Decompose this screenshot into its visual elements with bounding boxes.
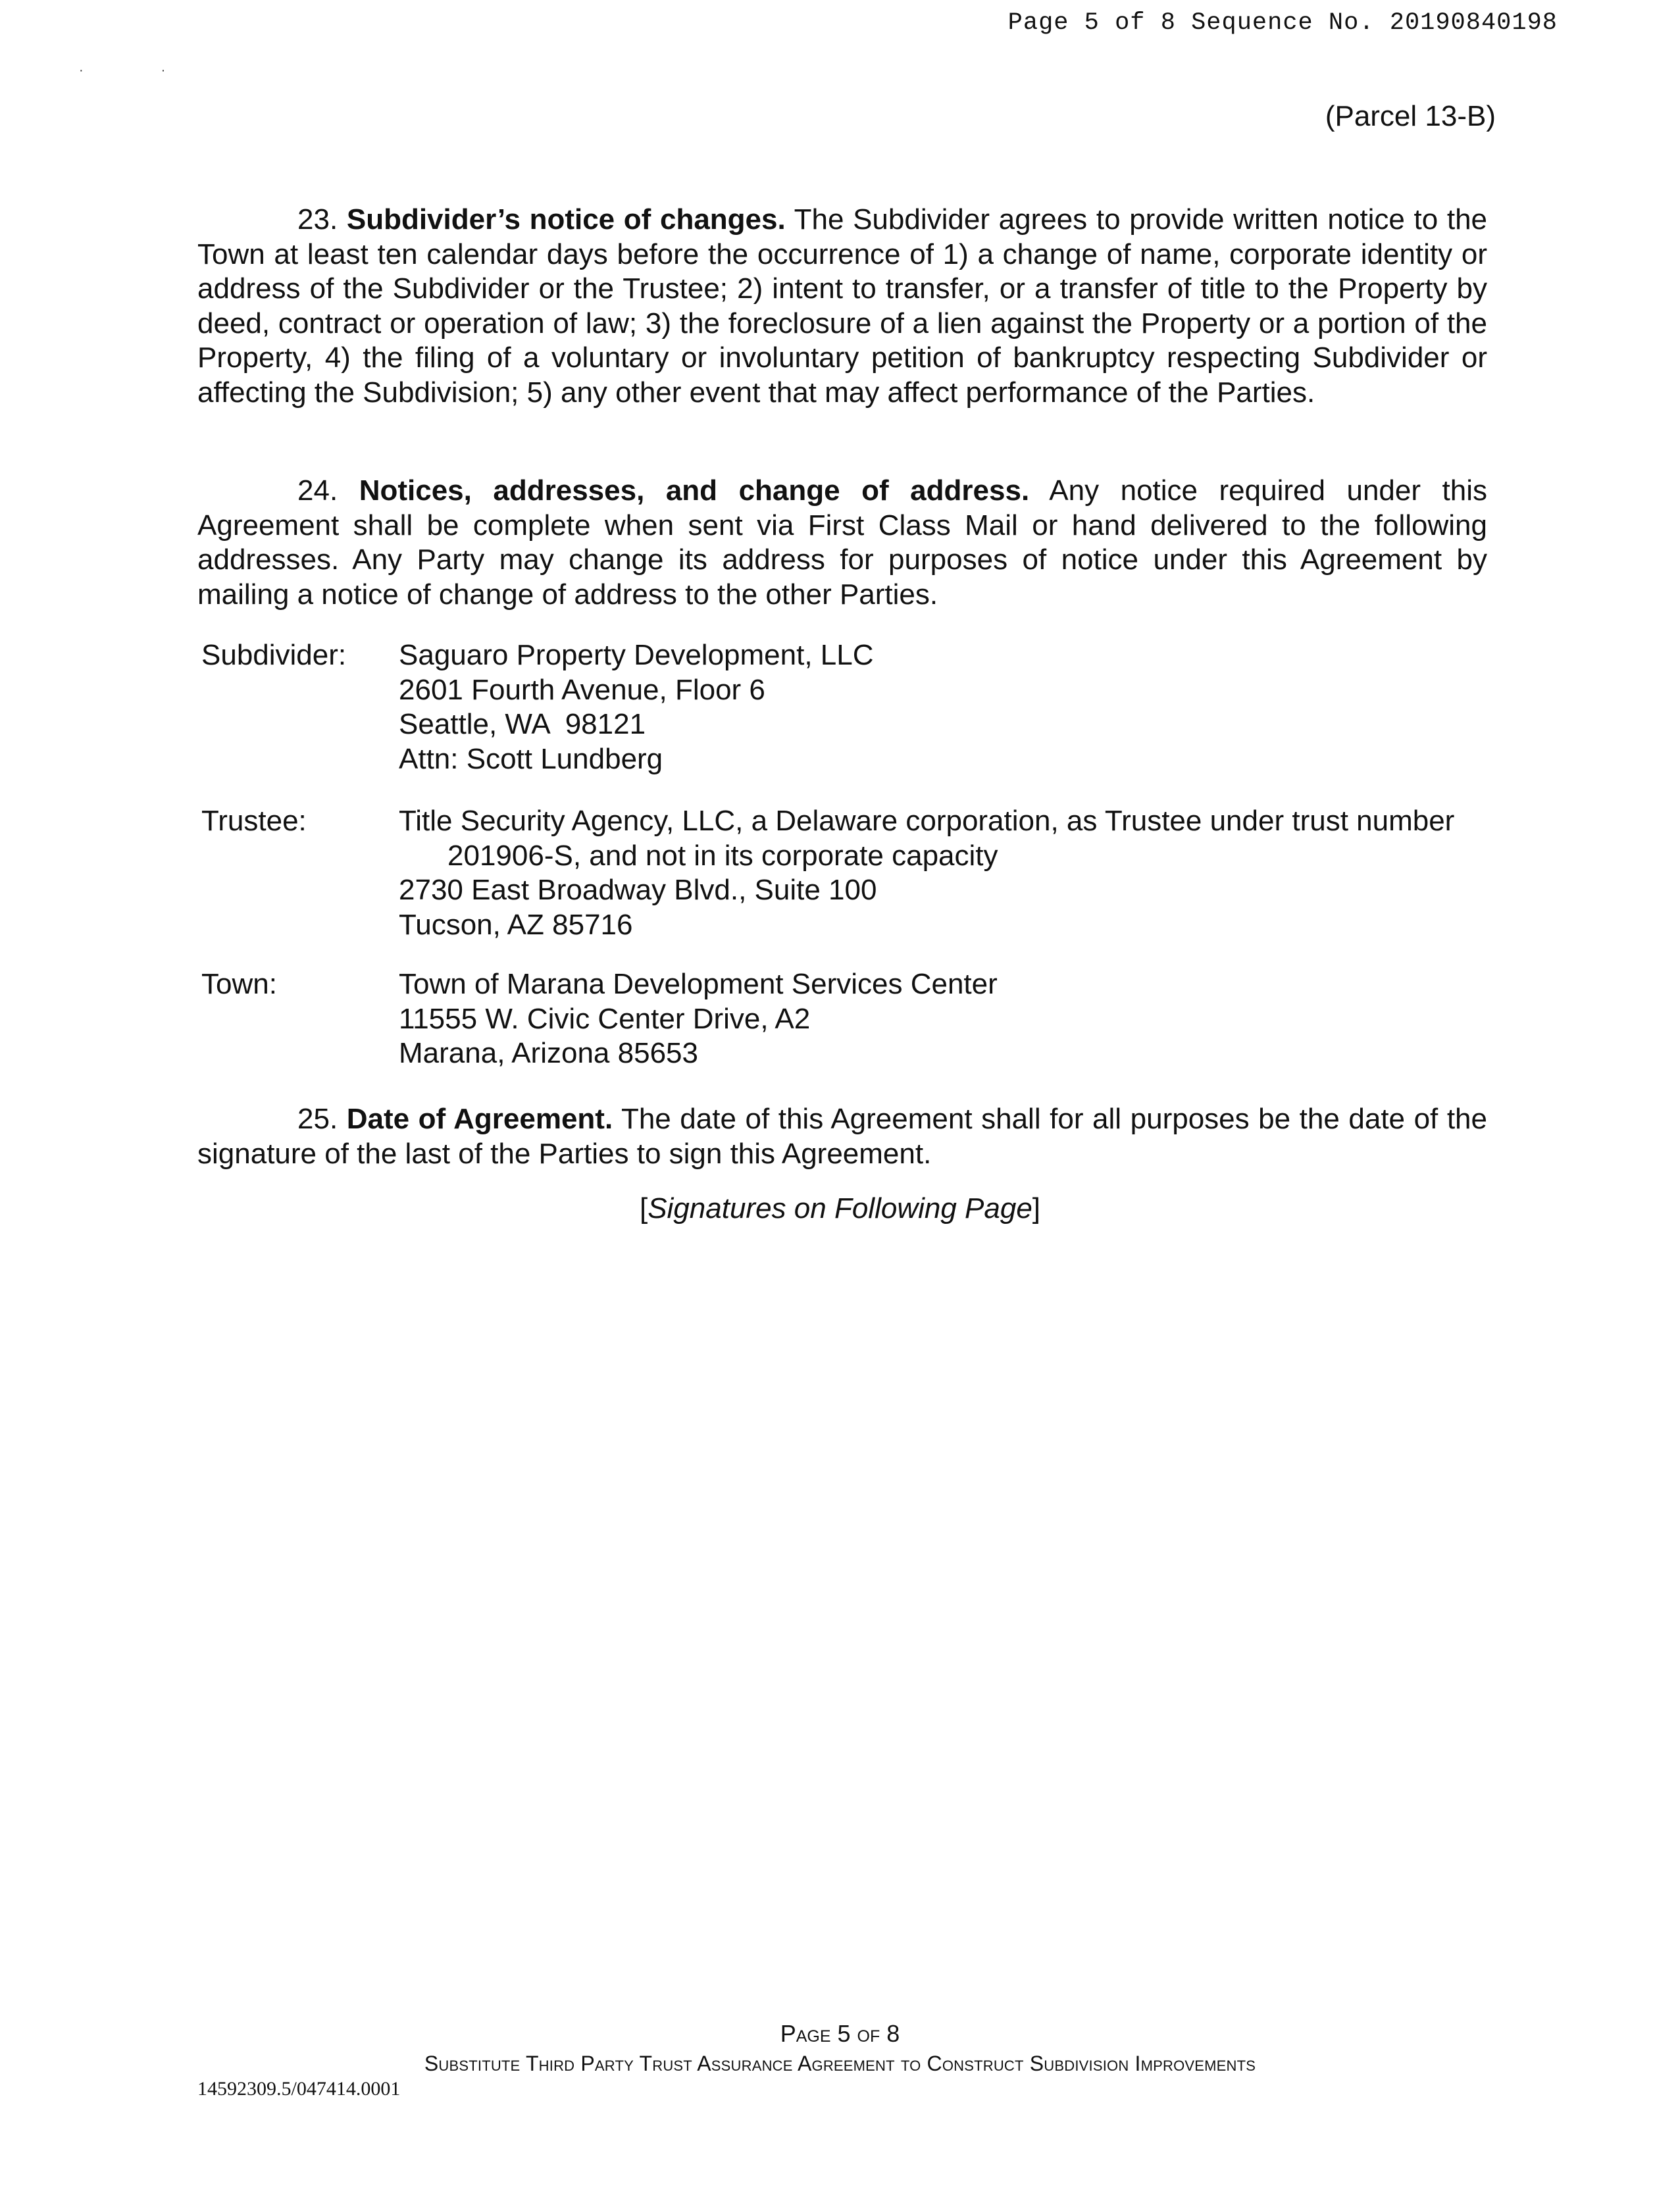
bracket-open: [	[639, 1192, 648, 1225]
signatures-note	[0, 1192, 1680, 1225]
address-lines-town	[399, 967, 1491, 1071]
address-label-town: Town:	[201, 968, 277, 1000]
footer-document-title: Substitute Third Party Trust Assurance Agreement to Construct Subdivision Improvements	[424, 2052, 1256, 2075]
section-24-heading: Notices, addresses, and change of address.	[359, 474, 1030, 507]
address-line: Seattle, WA 98121	[399, 708, 646, 740]
section-23	[197, 203, 1487, 410]
document-number: 14592309.5/047414.0001	[197, 2078, 401, 2100]
address-line: 11555 W. Civic Center Drive, A2	[399, 1002, 811, 1035]
address-line: Marana, Arizona 85653	[399, 1037, 698, 1069]
section-24-number: 24.	[297, 474, 338, 507]
section-25-text: The date of this Agreement shall for all purposes be the date of the signature of the last of the Parties to sign this Agreement.	[197, 1103, 1487, 1170]
address-lines-subdivider	[399, 638, 1491, 776]
section-23-heading: Subdivider’s notice of changes.	[346, 203, 786, 236]
signatures-note-text: Signatures on Following Page	[648, 1192, 1032, 1225]
address-line: Title Security Agency, LLC, a Delaware corporation, as Trustee under trust number	[399, 805, 1455, 837]
bracket-close: ]	[1032, 1192, 1041, 1225]
address-label-trustee: Trustee:	[201, 805, 307, 837]
section-25-heading: Date of Agreement.	[346, 1103, 613, 1135]
address-line: Attn: Scott Lundberg	[399, 742, 663, 775]
address-line: 2730 East Broadway Blvd., Suite 100	[399, 874, 877, 906]
recording-stamp: Page 5 of 8 Sequence No. 20190840198	[1007, 9, 1558, 37]
section-23-text: The Subdivider agrees to provide written notice to the Town at least ten calendar days before the occurrence of 1) a change of name, corporate identity or address of the Subdivider or the Trustee; 2) intent to transfer, or a transfer of title to the Property by deed, contract or operation of law; 3) the foreclosure of a lien against the Property or a portion of the Property, 4) the filing of a voluntary or involuntary petition of bankruptcy respecting Subdivider or affecting the Subdivision; 5) any other event that may affect performance of the Parties.	[197, 203, 1488, 409]
section-24-text: Any notice required under this Agreement shall be complete when sent via First Class Mail or hand delivered to the following addresses. Any Party may change its address for purposes of notice under this Agreement by mailing a notice of change of address to the other Parties.	[197, 474, 1488, 611]
address-line: Tucson, AZ 85716	[399, 908, 633, 941]
parcel-label: (Parcel 13-B)	[1325, 100, 1496, 132]
address-line: 2601 Fourth Avenue, Floor 6	[399, 673, 765, 706]
scan-specks: · ·	[79, 63, 166, 78]
section-23-number: 23.	[297, 203, 338, 236]
address-line: Town of Marana Development Services Center	[399, 968, 998, 1000]
address-line: Saguaro Property Development, LLC	[399, 639, 874, 671]
section-24	[197, 474, 1487, 612]
section-25-number: 25.	[297, 1103, 338, 1135]
address-lines-trustee	[399, 804, 1491, 942]
address-label-subdivider: Subdivider:	[201, 639, 347, 671]
footer-page-number: Page 5 of 8	[780, 2020, 900, 2047]
address-line: 201906-S, and not in its corporate capacity	[447, 839, 998, 872]
section-25	[197, 1102, 1487, 1171]
